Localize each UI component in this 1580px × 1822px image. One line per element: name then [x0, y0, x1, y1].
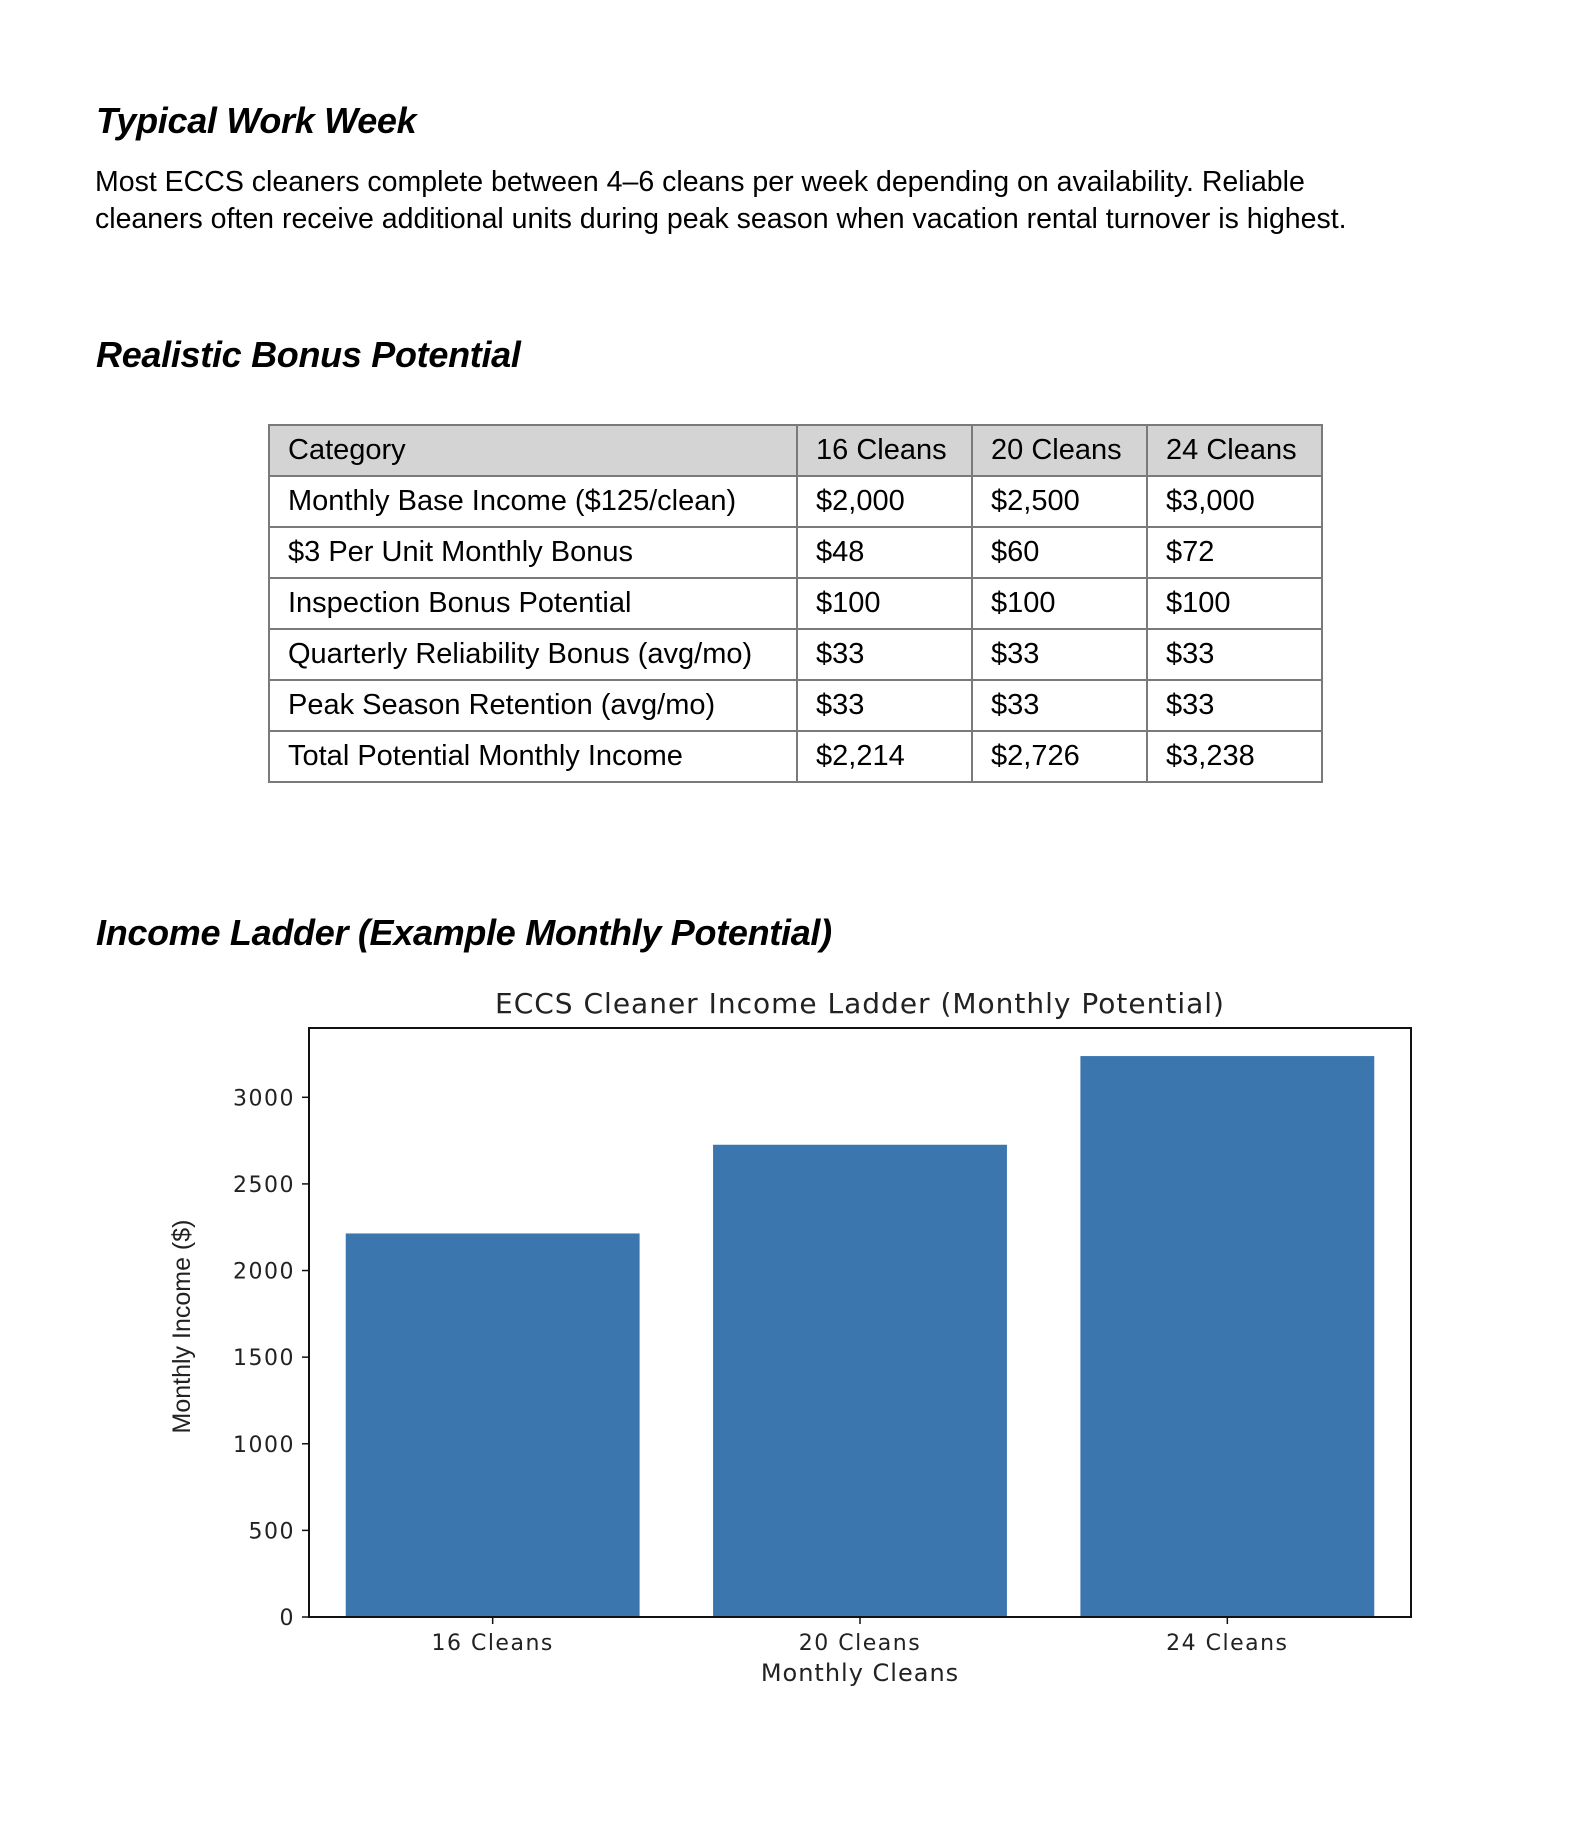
table-cell: $2,500 — [972, 476, 1147, 527]
y-tick-label: 3000 — [233, 1086, 295, 1112]
y-tick-label: 2500 — [233, 1172, 295, 1198]
table-cell: $60 — [972, 527, 1147, 578]
table-cell: $33 — [972, 629, 1147, 680]
table-cell: Total Potential Monthly Income — [269, 731, 797, 782]
table-header-cell: 20 Cleans — [972, 425, 1147, 476]
y-axis-label: Monthly Income ($) — [168, 1219, 196, 1434]
x-axis-ticks — [431, 1617, 1288, 1656]
table-cell: $33 — [797, 629, 972, 680]
table-cell: $2,000 — [797, 476, 972, 527]
section-heading-work-week: Typical Work Week — [96, 100, 417, 141]
table-cell: $33 — [1147, 629, 1322, 680]
work-week-paragraph-line: cleaners often receive additional units during peak season when vacation rental turnover is highest. — [95, 203, 1347, 235]
y-tick-label: 500 — [248, 1519, 295, 1545]
table-cell: $3,238 — [1147, 731, 1322, 782]
x-tick-label: 24 Cleans — [1166, 1631, 1289, 1656]
table-cell: $48 — [797, 527, 972, 578]
table-cell: Monthly Base Income ($125/clean) — [269, 476, 797, 527]
y-tick-label: 1000 — [233, 1432, 295, 1458]
x-axis-label: Monthly Cleans — [760, 1659, 960, 1687]
table-cell: Peak Season Retention (avg/mo) — [269, 680, 797, 731]
chart-title: ECCS Cleaner Income Ladder (Monthly Potential) — [495, 987, 1225, 1020]
y-axis-ticks — [233, 1086, 309, 1631]
table-cell: $33 — [972, 680, 1147, 731]
section-heading-income-ladder: Income Ladder (Example Monthly Potential) — [96, 912, 832, 953]
y-tick-label: 2000 — [233, 1259, 295, 1285]
table-cell: Quarterly Reliability Bonus (avg/mo) — [269, 629, 797, 680]
table-header-cell: Category — [269, 425, 797, 476]
table-cell: $100 — [797, 578, 972, 629]
table-cell: $72 — [1147, 527, 1322, 578]
work-week-paragraph-line: Most ECCS cleaners complete between 4–6 cleans per week depending on availability. Reliable — [95, 166, 1305, 198]
table-cell: $2,214 — [797, 731, 972, 782]
table-cell: $100 — [972, 578, 1147, 629]
y-tick-label: 1500 — [233, 1346, 295, 1372]
y-tick-label: 0 — [279, 1606, 295, 1631]
bar-20-cleans — [713, 1145, 1007, 1617]
bar-24-cleans — [1080, 1056, 1374, 1617]
table-cell: $33 — [797, 680, 972, 731]
table-cell: $33 — [1147, 680, 1322, 731]
table-cell: Inspection Bonus Potential — [269, 578, 797, 629]
x-tick-label: 20 Cleans — [798, 1631, 922, 1656]
table-header-cell: 16 Cleans — [797, 425, 972, 476]
bars-group — [346, 1056, 1375, 1617]
table-cell: $3,000 — [1147, 476, 1322, 527]
table-cell: $100 — [1147, 578, 1322, 629]
table-header-cell: 24 Cleans — [1147, 425, 1322, 476]
section-heading-bonus: Realistic Bonus Potential — [96, 334, 521, 375]
table-cell: $2,726 — [972, 731, 1147, 782]
bar-16-cleans — [346, 1233, 640, 1617]
x-tick-label: 16 Cleans — [431, 1631, 554, 1656]
table-cell: $3 Per Unit Monthly Bonus — [269, 527, 797, 578]
